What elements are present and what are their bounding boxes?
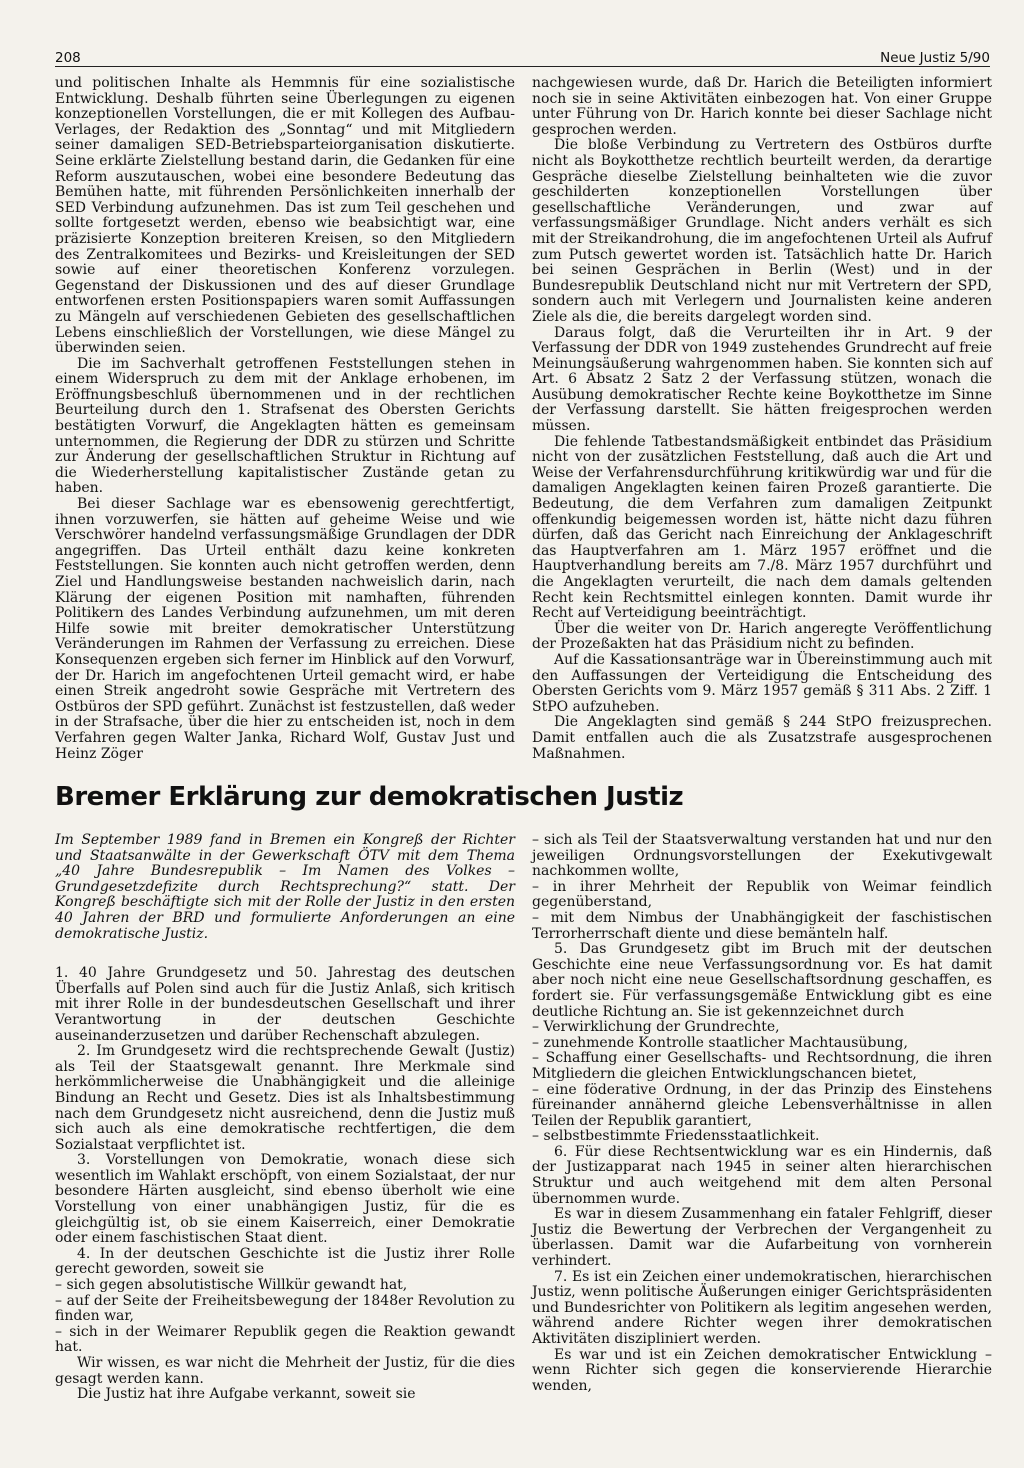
paragraph: – sich als Teil der Staatsverwaltung verstanden hat und nur den jeweiligen Ordnungsvorstellungen der Exekutivgewalt nachkommen wollte, — [532, 832, 992, 880]
paragraph: Die bloße Verbindung zu Vertretern des Ostbüros durfte nicht als Boykotthetze rechtlich beurteilt werden, da derartige Gespräche dieselbe Zielstellung beinhalteten wie die zuvor geschilderten konzeptionellen Vorstellungen über gesellschaftliche Veränderungen, und zwar auf verfassungsmäßiger Grundlage. Nicht anders verhält es sich mit der Streikandrohung, die im angefochtenen Urteil als Aufruf zum Putsch gewertet worden ist. Tatsächlich hatte Dr. Harich bei seinen Gesprächen in Berlin (West) und in der Bundesrepublik Deutschland nicht nur mit Vertretern der SPD, sondern auch mit Verlegern und Journalisten keine anderen Ziele als die, die bereits dargelegt worden sind. — [532, 137, 992, 325]
paragraph: Die im Sachverhalt getroffenen Feststellungen stehen in einem Widerspruch zu dem mit der Anklage erhobenen, im Eröffnungsbeschluß übernommenen und in der rechtlichen Beurteilung durch den 1. Strafsenat des Obersten Gerichts bestätigten Vorwurf, die Angeklagten hätten es gemeinsam unternommen, die Regierung der DDR zu stürzen und Schritte zur Änderung der gesellschaftlichen Struktur in Richtung auf die Wiederherstellung kapitalistischer Zustände getan zu haben. — [55, 355, 515, 497]
paragraph: nachgewiesen wurde, daß Dr. Harich die Beteiligten informiert noch sie in seine Aktivitäten einbezogen hat. Von einer Gruppe unter Führung von Dr. Harich konnte bei dieser Sachlage nicht gesprochen werden. — [532, 75, 992, 138]
paragraph: – auf der Seite der Freiheitsbewegung der 1848er Revolution zu finden war, — [55, 1292, 515, 1325]
paragraph: 1. 40 Jahre Grundgesetz und 50. Jahrestag des deutschen Überfalls auf Polen sind auch für die Justiz Anlaß, sich kritisch mit ihrer Rolle in der bundesdeutschen Gesellschaft und ihrer Verantwortung in der deutschen Geschichte auseinanderzusetzen und darüber Rechenschaft abzulegen. — [55, 965, 515, 1044]
page-header — [55, 44, 990, 67]
article-intro: Im September 1989 fand in Bremen ein Kongreß der Richter und Staatsanwälte in der Gewerkschaft ÖTV mit dem Thema „40 Jahre Bundesrepublik – Im Namen des Volkes – Grundgesetzdefizite durch Rechtsprechung?“ statt. Der Kongreß beschäftigte sich mit der Rolle der Justiz in den ersten 40 Jahren der BRD und formulierte Anforderungen an eine demokratische Justiz. — [55, 832, 515, 942]
paragraph: Die fehlende Tatbestandsmäßigkeit entbindet das Präsidium nicht von der zusätzlichen Feststellung, daß auch die Art und Weise der Verfahrensdurchführung kritikwürdig war und für die damaligen Angeklagten keinen fairen Prozeß garantierte. Die Bedeutung, die dem Verfahren zum damaligen Zeitpunkt offenkundig beigemessen worden ist, hätte nicht dazu führen dürfen, daß das Gericht nach Einreichung der Anklageschrift das Hauptverfahren am 1. März 1957 eröffnet und die Hauptverhandlung bereits am 7./8. März 1957 durchführt und die Angeklagten verurteilt, die nach dem damals geltenden Recht kein Rechtsmittel einlegen konnten. Damit wurde ihr Recht auf Verteidigung beeinträchtigt. — [532, 433, 992, 622]
lower-right-column — [532, 833, 992, 1394]
paragraph: – eine föderative Ordnung, in der das Prinzip des Einstehens füreinander annähernd gleiche Lebensverhältnisse in allen Teilen der Republik garantiert, — [532, 1081, 992, 1129]
paragraph: und politischen Inhalte als Hemmnis für eine sozialistische Entwicklung. Deshalb führten seine Überlegungen zu eigenen konzeptionellen Vorstellungen, die er mit Kollegen des Aufbau-Verlages, der Redaktion des „Sonntag“ und mit Mitgliedern seiner damaligen SED-Betriebsparteiorganisation diskutierte. Seine erklärte Zielstellung bestand darin, die Gedanken für eine Reform auszutauschen, wobei eine besondere Bedeutung das Bemühen hatte, mit führenden Persönlichkeiten innerhalb der SED Verbindung aufzunehmen. Das ist zum Teil geschehen und sollte fortgesetzt werden, ebenso wie beabsichtigt war, eine präzisierte Konzeption breiteren Kreisen, so den Mitgliedern des Zentralkomitees und Bezirks- und Kreisleitungen der SED sowie auf einer theoretischen Konferenz vorzulegen. Gegenstand der Diskussionen und des auf dieser Grundlage entworfenen ersten Positionspapiers waren somit Auffassungen zu Mängeln auf verschiedenen Gebieten des gesellschaftlichen Lebens einschließlich der Vorstellungen, wie diese Mängel zu überwinden seien. — [55, 75, 515, 357]
paragraph: Auf die Kassationsanträge war in Übereinstimmung auch mit den Auffassungen der Verteidigung die Entscheidung des Obersten Gerichts vom 9. März 1957 gemäß § 311 Abs. 2 Ziff. 1 StPO aufzuheben. — [532, 651, 992, 715]
paragraph: – in ihrer Mehrheit der Republik von Weimar feindlich gegenüberstand, — [532, 878, 992, 911]
article-headline: Bremer Erklärung zur demokratischen Justiz — [55, 782, 684, 812]
paragraph: Die Angeklagten sind gemäß § 244 StPO freizusprechen. Damit entfallen auch die als Zusatzstrafe ausgesprochenen Maßnahmen. — [532, 714, 992, 762]
paragraph: Über die weiter von Dr. Harich angeregte Veröffentlichung der Prozeßakten hat das Präsidium nicht zu befinden. — [532, 620, 992, 653]
upper-right-column — [532, 76, 992, 762]
paragraph: – selbstbestimmte Friedensstaatlichkeit. — [532, 1128, 820, 1145]
paragraph: 6. Für diese Rechtsentwicklung war es ein Hindernis, daß der Justizapparat nach 1945 in seiner alten hierarchischen Struktur und auch weitgehend mit dem alten Personal übernommen wurde. — [532, 1143, 992, 1207]
paragraph: Es war in diesem Zusammenhang ein fataler Fehlgriff, dieser Justiz die Bewertung der Verbrechen der Vergangenheit zu überlassen. Damit war die Aufarbeitung von vornherein verhindert. — [532, 1206, 992, 1270]
paragraph: 5. Das Grundgesetz gibt im Bruch mit der deutschen Geschichte eine neue Verfassungsordnung vor. Es hat damit aber noch nicht eine neue Gesellschaftsordnung geschaffen, es fordert sie. Für verfassungsgemäße Entwicklung gibt es eine deutliche Richtung an. Sie ist gekennzeichnet durch — [532, 941, 992, 1020]
journal-issue: Neue Justiz 5/90 — [880, 50, 990, 66]
paragraph: – mit dem Nimbus der Unabhängigkeit der faschistischen Terrorherrschaft diente und diese bemänteln half. — [532, 909, 992, 942]
paragraph: – sich gegen absolutistische Willkür gewandt hat, — [55, 1277, 408, 1294]
paragraph: 7. Es ist ein Zeichen einer undemokratischen, hierarchischen Justiz, wenn politische Äußerungen einiger Gerichtspräsidenten und Bundesrichter von Politikern als legitim angesehen werden, während andere Richter wegen ihrer demokratischen Aktivitäten diszipliniert werden. — [532, 1268, 992, 1347]
paragraph: 3. Vorstellungen von Demokratie, wonach diese sich wesentlich im Wahlakt erschöpft, von einem Sozialstaat, der nur besondere Härten ausgleicht, sind ebenso überholt wie eine Vorstellung von einer unabhängigen Justiz, für die es gleichgültig ist, ob sie einem Kaiserreich, einer Demokratie oder einem faschistischen Staat dient. — [55, 1152, 515, 1247]
paragraph: 2. Im Grundgesetz wird die rechtsprechende Gewalt (Justiz) als Teil der Staatsgewalt genannt. Ihre Merkmale sind herkömmlicherweise die Unabhängigkeit und die alleinige Bindung an Recht und Gesetz. Dies ist als Inhaltsbestimmung nach dem Grundgesetz nicht ausreichend, denn die Justiz muß sich auch als eine demokratische rechtfertigen, die dem Sozialstaat verpflichtet ist. — [55, 1043, 515, 1153]
paragraph: – zunehmende Kontrolle staatlicher Machtausübung, — [532, 1034, 908, 1051]
paragraph: Bei dieser Sachlage war es ebensowenig gerechtfertigt, ihnen vorzuwerfen, sie hätten auf geheime Weise und wie Verschwörer handelnd verfassungsmäßige Grundlagen der DDR angegriffen. Das Urteil enthält dazu keine konkreten Feststellungen. Sie konnten auch nicht getroffen werden, denn Ziel und Handlungsweise bestanden nachweislich darin, nach Klärung der eigenen Position mit namhaften, führenden Politikern des Landes Verbindung aufzunehmen, um mit deren Hilfe sowie mit breiter demokratischer Unterstützung Veränderungen im Rahmen der Verfassung zu erreichen. Diese Konsequenzen ergeben sich ferner im Hinblick auf den Vorwurf, der Dr. Harich im angefochtenen Urteil gemacht wird, er habe einen Streik angedroht sowie Gespräche mit Vertretern des Ostbüros der SPD geführt. Zunächst ist festzustellen, daß weder in der Strafsache, über die hier zu entscheiden ist, noch in dem Verfahren gegen Walter Janka, Richard Wolf, Gustav Just und Heinz Zöger — [55, 496, 515, 762]
paragraph: – sich in der Weimarer Republik gegen die Reaktion gewandt hat. — [55, 1323, 515, 1356]
paragraph: 4. In der deutschen Geschichte ist die Justiz ihrer Rolle gerecht geworden, soweit sie — [55, 1245, 515, 1278]
paragraph: Wir wissen, es war nicht die Mehrheit der Justiz, für die dies gesagt werden kann. — [55, 1355, 515, 1387]
upper-left-column — [55, 76, 515, 762]
paragraph: – Verwirklichung der Grundrechte, — [532, 1019, 780, 1036]
lower-left-column — [55, 833, 515, 1403]
page-number: 208 — [55, 50, 81, 66]
paragraph: Die Justiz hat ihre Aufgabe verkannt, soweit sie — [77, 1386, 416, 1403]
paragraph: Daraus folgt, daß die Verurteilten ihr in Art. 9 der Verfassung der DDR von 1949 zustehendes Grundrecht auf freie Meinungsäußerung wahrgenommen haben. Sie konnten sich auf Art. 6 Absatz 2 Satz 2 der Verfassung stützen, wonach die Ausübung demokratischer Rechte keine Boykotthetze im Sinne der Verfassung darstellt. Sie hätten freigesprochen werden müssen. — [532, 324, 992, 435]
paragraph: – Schaffung einer Gesellschafts- und Rechtsordnung, die ihren Mitgliedern die gleichen Entwicklungschancen bietet, — [532, 1050, 992, 1082]
paragraph: Es war und ist ein Zeichen demokratischer Entwicklung – wenn Richter sich gegen die konservierende Hierarchie wenden, — [532, 1346, 992, 1394]
